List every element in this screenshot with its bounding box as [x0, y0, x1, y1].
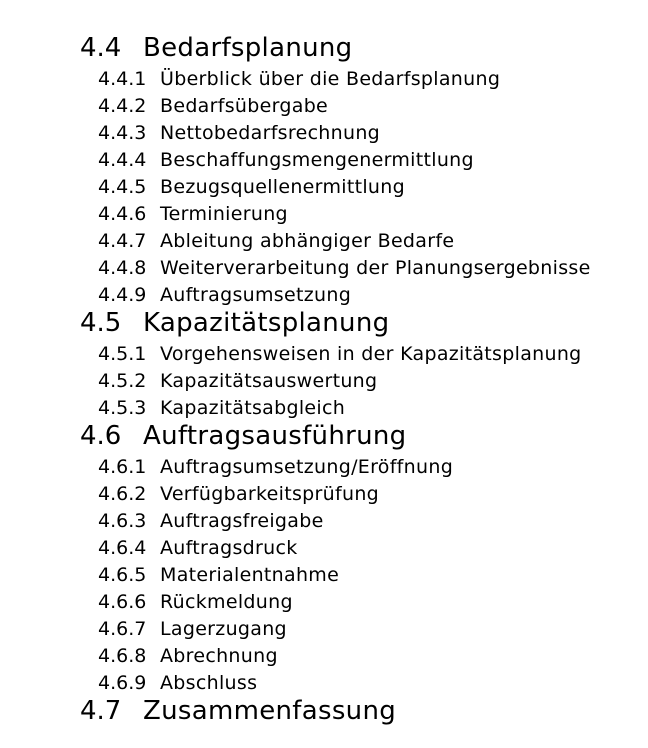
- subsection-number: 4.6.9: [98, 672, 147, 694]
- subsection-number: 4.4.1: [98, 68, 147, 90]
- subsection-title: Terminierung: [160, 203, 288, 225]
- subsection-title: Nettobedarfsrechnung: [160, 122, 381, 144]
- toc-subsection-entry[interactable]: [98, 66, 648, 93]
- toc-section-entry[interactable]: [80, 697, 648, 725]
- subsection-number: 4.4.4: [98, 149, 147, 171]
- subsection-title: Ableitung abhängiger Bedarfe: [160, 230, 455, 252]
- toc-subsection-entry[interactable]: [98, 93, 648, 120]
- subsection-title: Weiterverarbeitung der Planungsergebnisse: [160, 257, 591, 279]
- toc-subsection-entry[interactable]: [98, 341, 648, 368]
- subsection-number: 4.5.3: [98, 397, 147, 419]
- subsection-number: 4.5.1: [98, 343, 147, 365]
- section-number: 4.6: [80, 421, 122, 451]
- toc-subsection-entry[interactable]: [98, 255, 648, 282]
- subsection-number: 4.5.2: [98, 370, 147, 392]
- toc-subsection-entry[interactable]: [98, 282, 648, 309]
- subsection-title: Auftragsumsetzung/Eröffnung: [160, 456, 454, 478]
- toc-subsection-entry[interactable]: [98, 481, 648, 508]
- subsection-number: 4.6.8: [98, 645, 147, 667]
- section-title: Auftragsausführung: [143, 421, 407, 451]
- section-number: 4.7: [80, 696, 122, 726]
- subsection-title: Auftragsumsetzung: [160, 284, 352, 306]
- subsection-number: 4.6.6: [98, 591, 147, 613]
- subsection-number: 4.6.2: [98, 483, 147, 505]
- subsection-number: 4.4.3: [98, 122, 147, 144]
- subsection-title: Überblick über die Bedarfsplanung: [160, 68, 501, 90]
- section-title: Kapazitätsplanung: [143, 308, 390, 338]
- subsection-number: 4.6.7: [98, 618, 147, 640]
- toc-subsection-entry[interactable]: [98, 368, 648, 395]
- toc-subsection-entry[interactable]: [98, 616, 648, 643]
- subsection-title: Verfügbarkeitsprüfung: [160, 483, 380, 505]
- toc-subsection-entry[interactable]: [98, 508, 648, 535]
- toc-subsection-entry[interactable]: [98, 174, 648, 201]
- subsection-title: Rückmeldung: [160, 591, 293, 613]
- section-title: Zusammenfassung: [143, 696, 397, 726]
- subsection-title: Bedarfsübergabe: [160, 95, 329, 117]
- subsection-number: 4.4.6: [98, 203, 147, 225]
- subsection-number: 4.4.2: [98, 95, 147, 117]
- subsection-number: 4.4.7: [98, 230, 147, 252]
- section-title: Bedarfsplanung: [143, 33, 353, 63]
- subsection-title: Vorgehensweisen in der Kapazitätsplanung: [160, 343, 582, 365]
- toc-subsection-entry[interactable]: [98, 147, 648, 174]
- subsection-title: Auftragsfreigabe: [160, 510, 324, 532]
- subsection-title: Abrechnung: [160, 645, 278, 667]
- toc-subsection-entry[interactable]: [98, 670, 648, 697]
- subsection-title: Kapazitätsauswertung: [160, 370, 378, 392]
- toc-section-entry[interactable]: [80, 309, 648, 337]
- subsection-title: Auftragsdruck: [160, 537, 298, 559]
- toc-section-entry[interactable]: [80, 34, 648, 62]
- subsection-title: Beschaffungsmengenermittlung: [160, 149, 474, 171]
- toc-subsection-entry[interactable]: [98, 589, 648, 616]
- toc-subsection-entry[interactable]: [98, 643, 648, 670]
- toc-subsection-entry[interactable]: [98, 201, 648, 228]
- subsection-number: 4.6.1: [98, 456, 147, 478]
- subsection-title: Kapazitätsabgleich: [160, 397, 346, 419]
- subsection-number: 4.4.9: [98, 284, 147, 306]
- toc-subsection-entry[interactable]: [98, 228, 648, 255]
- toc-subsection-entry[interactable]: [98, 454, 648, 481]
- section-number: 4.4: [80, 33, 122, 63]
- subsection-number: 4.6.5: [98, 564, 147, 586]
- subsection-number: 4.6.3: [98, 510, 147, 532]
- subsection-title: Lagerzugang: [160, 618, 287, 640]
- subsection-title: Bezugsquellenermittlung: [160, 176, 405, 198]
- toc-section-entry[interactable]: [80, 422, 648, 450]
- subsection-title: Materialentnahme: [160, 564, 340, 586]
- toc-subsection-entry[interactable]: [98, 120, 648, 147]
- toc-subsection-entry[interactable]: [98, 562, 648, 589]
- subsection-number: 4.4.5: [98, 176, 147, 198]
- section-number: 4.5: [80, 308, 122, 338]
- subsection-number: 4.4.8: [98, 257, 147, 279]
- toc-subsection-entry[interactable]: [98, 395, 648, 422]
- subsection-title: Abschluss: [160, 672, 258, 694]
- toc-subsection-entry[interactable]: [98, 535, 648, 562]
- subsection-number: 4.6.4: [98, 537, 147, 559]
